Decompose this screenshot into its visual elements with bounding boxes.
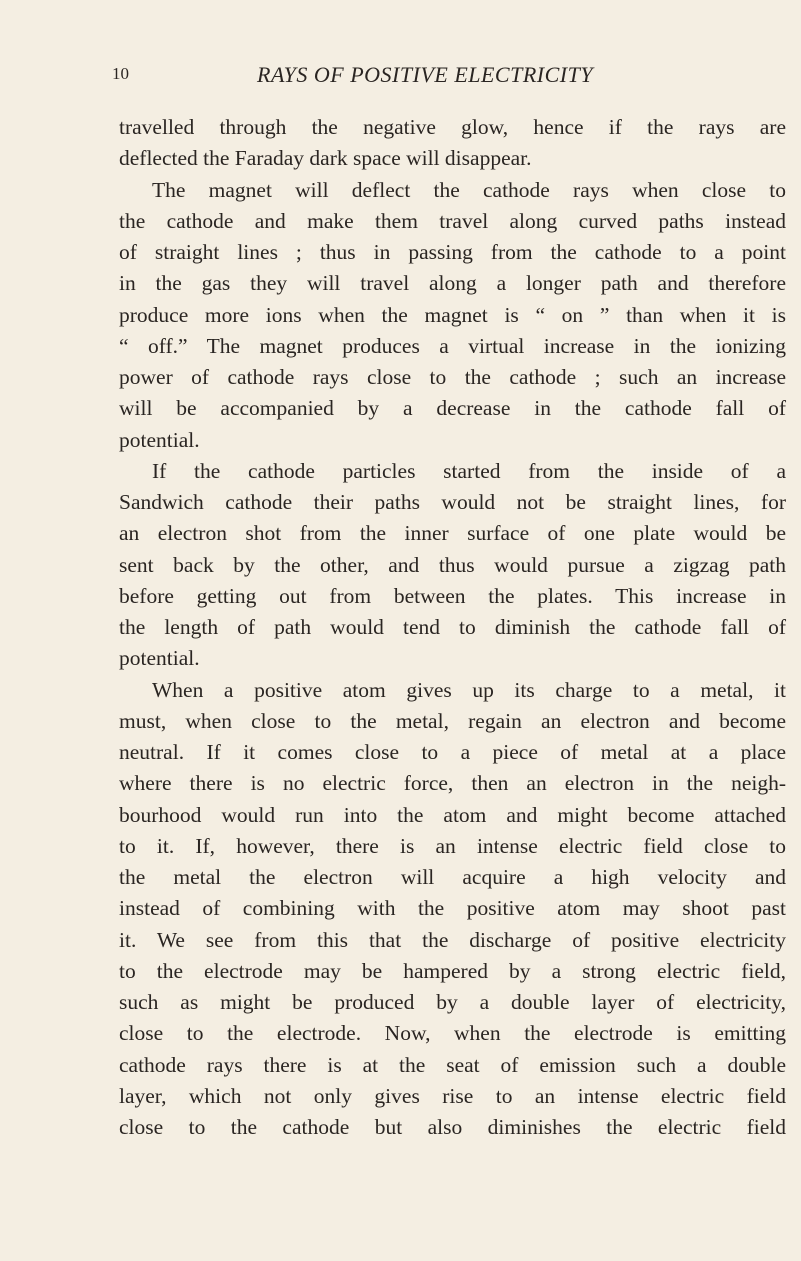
page-number: 10 (112, 64, 129, 83)
text-line: When a positive atom gives up its charge to a metal, it (152, 677, 786, 702)
running-title: RAYS OF POSITIVE ELECTRICITY (257, 62, 594, 87)
text-line: cathode rays there is at the seat of emission such a double (119, 1052, 786, 1077)
text-line: the cathode and make them travel along curved paths instead (119, 208, 786, 233)
text-line: layer, which not only gives rise to an intense electric field (119, 1083, 786, 1108)
text-line: power of cathode rays close to the cathode ; such an increase (119, 365, 786, 389)
text-line: in the gas they will travel along a longer path and therefore (119, 271, 786, 296)
text-line: The magnet will deflect the cathode rays when close to (152, 177, 786, 202)
paragraph (119, 175, 786, 456)
text-line: must, when close to the metal, regain an electron and become (119, 708, 786, 733)
body-text (119, 112, 786, 1143)
text-line: close to the electrode. Now, when the electrode is emitting (119, 1021, 786, 1046)
text-line: produce more ions when the magnet is “ on ” than when it is (119, 302, 786, 327)
page-header (112, 62, 632, 92)
text-line: close to the cathode but also diminishes the electric field (119, 1115, 786, 1139)
text-line: “ off.” The magnet produces a virtual increase in the ionizing (119, 333, 786, 358)
text-line: deflected the Faraday dark space will disappear. (119, 146, 532, 171)
text-line: potential. (119, 646, 200, 671)
text-line: it. We see from this that the discharge of positive electricity (119, 927, 786, 952)
text-line: will be accompanied by a decrease in the cathode fall of (119, 396, 786, 421)
text-line: potential. (119, 427, 200, 452)
paragraph (119, 112, 786, 175)
text-line: sent back by the other, and thus would pursue a zigzag path (119, 552, 786, 577)
text-line: of straight lines ; thus in passing from the cathode to a point (119, 240, 786, 264)
text-line: bourhood would run into the atom and might become attached (119, 802, 786, 827)
text-line: to the electrode may be hampered by a strong electric field, (119, 958, 786, 983)
text-line: the metal the electron will acquire a high velocity and (119, 865, 786, 889)
paragraph (119, 675, 786, 1144)
text-line: an electron shot from the inner surface of one plate would be (119, 521, 786, 546)
text-line: instead of combining with the positive atom may shoot past (119, 896, 786, 921)
text-line: before getting out from between the plates. This increase in (119, 583, 786, 608)
paragraph (119, 456, 786, 675)
text-line: to it. If, however, there is an intense electric field close to (119, 833, 786, 858)
text-line: the length of path would tend to diminish the cathode fall of (119, 615, 786, 639)
text-line: If the cathode particles started from the inside of a (152, 458, 786, 483)
text-line: Sandwich cathode their paths would not be straight lines, for (119, 490, 786, 514)
text-line: neutral. If it comes close to a piece of metal at a place (119, 740, 786, 764)
text-line: such as might be produced by a double layer of electricity, (119, 990, 786, 1014)
text-line: where there is no electric force, then an electron in the neigh- (119, 771, 786, 796)
text-line: travelled through the negative glow, hence if the rays are (119, 115, 786, 139)
